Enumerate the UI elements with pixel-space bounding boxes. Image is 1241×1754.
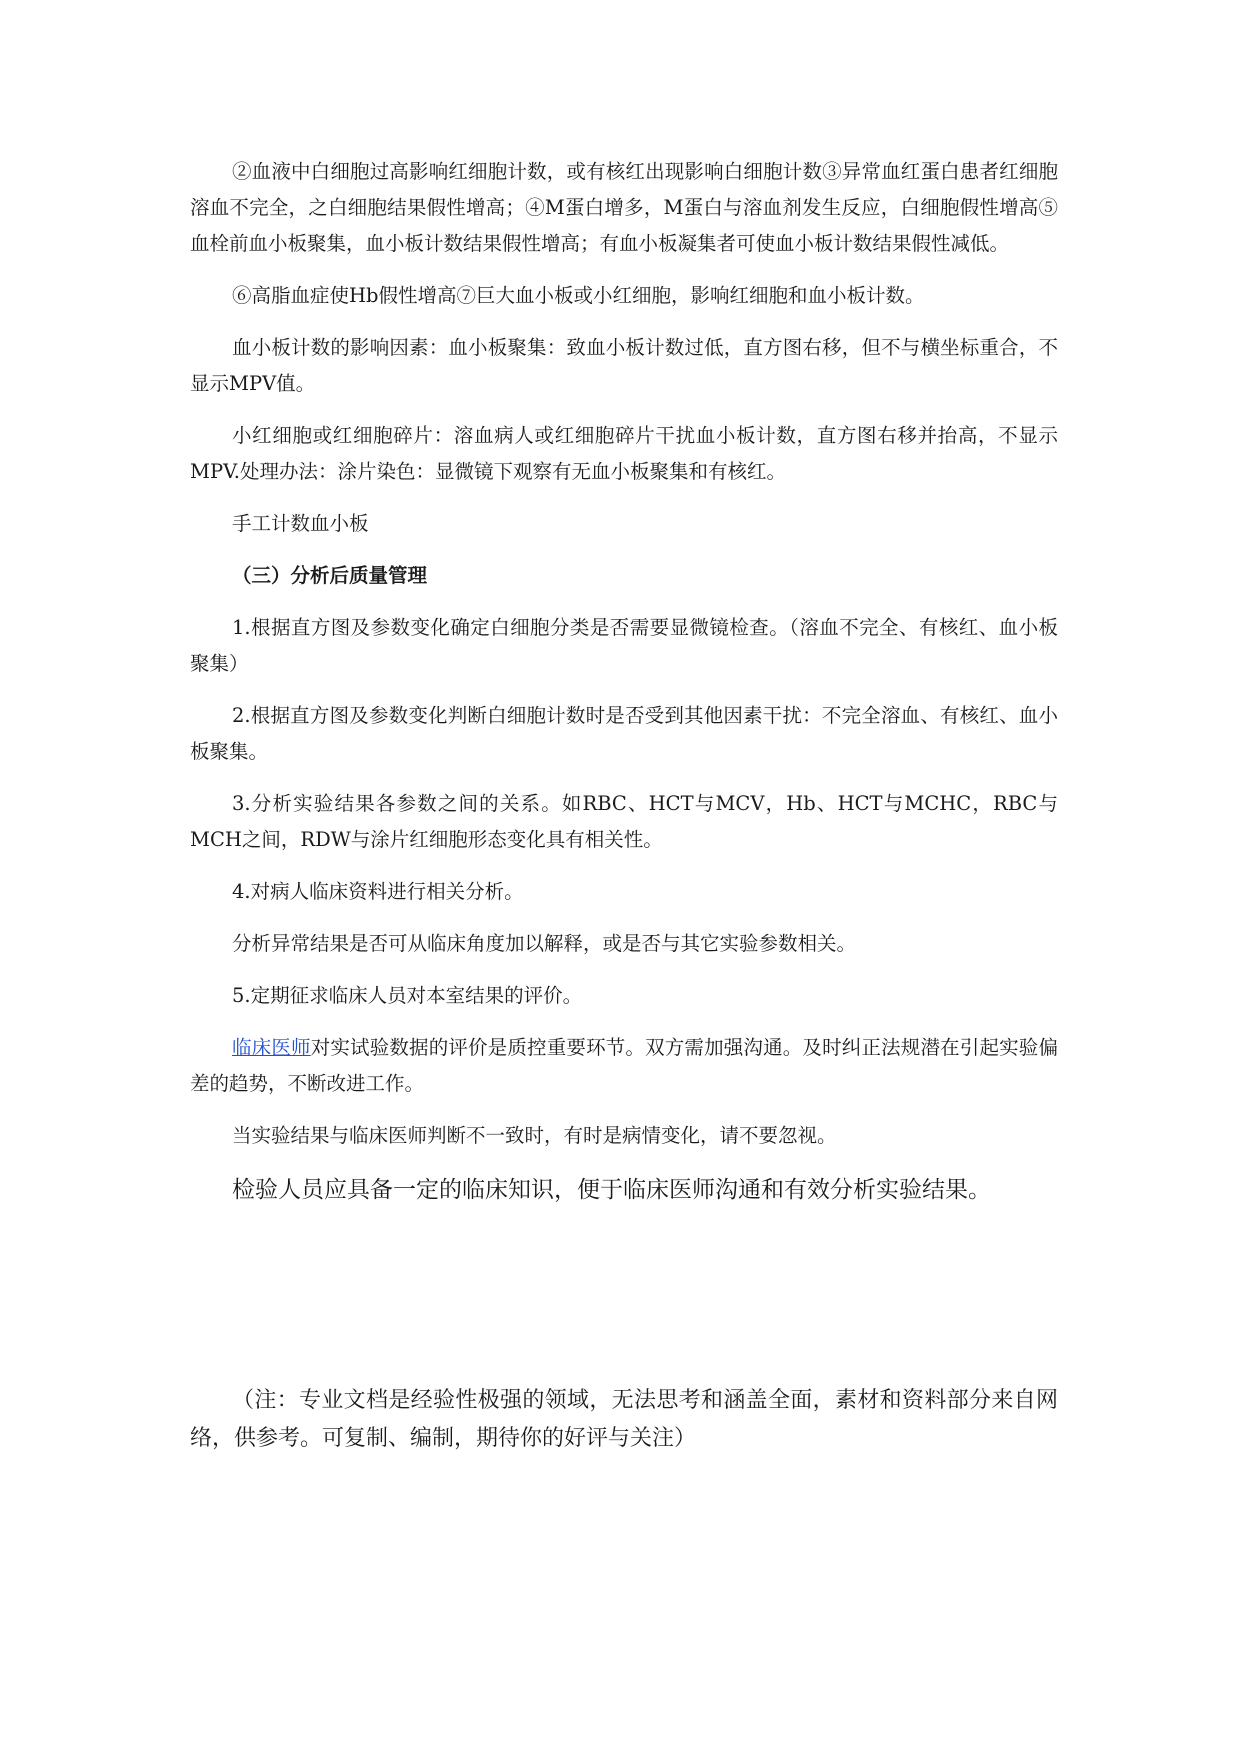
document-body	[190, 154, 1058, 1226]
paragraph-item-3: 3.分析实验结果各参数之间的关系。如RBC、HCT与MCV，Hb、HCT与MCHC，RBC与MCH之间，RDW与涂片红细胞形态变化具有相关性。	[190, 792, 1058, 851]
paragraph-clinician-evaluation	[190, 1030, 1058, 1102]
disclaimer-note: （注：专业文档是经验性极强的领域，无法思考和涵盖全面，素材和资料部分来自网络，供参考。可复制、编制，期待你的好评与关注）	[190, 1388, 1058, 1451]
paragraph-item-4: 4.对病人临床资料进行相关分析。	[232, 880, 524, 903]
paragraph-small-rbc: 小红细胞或红细胞碎片：溶血病人或红细胞碎片干扰血小板计数，直方图右移并抬高，不显示MPV.处理办法：涂片染色：显微镜下观察有无血小板聚集和有核红。	[190, 424, 1058, 483]
paragraph-clinical-knowledge: 检验人员应具备一定的临床知识，便于临床医师沟通和有效分析实验结果。	[232, 1177, 991, 1203]
paragraph-manual-count: 手工计数血小板	[232, 512, 369, 535]
clinician-evaluation-text: 对实试验数据的评价是质控重要环节。双方需加强沟通。及时纠正法规潜在引起实验偏差的趋势，不断改进工作。	[190, 1036, 1058, 1095]
paragraph-item-2: 2.根据直方图及参数变化判断白细胞计数时是否受到其他因素干扰：不完全溶血、有核红、血小板聚集。	[190, 704, 1058, 763]
paragraph-item-5: 5.定期征求临床人员对本室结果的评价。	[232, 984, 583, 1007]
paragraph-platelet-factors: 血小板计数的影响因素：血小板聚集：致血小板计数过低，直方图右移，但不与横坐标重合，不显示MPV值。	[190, 336, 1058, 395]
section-heading-post-analysis: （三）分析后质量管理	[232, 564, 428, 587]
paragraph-item-1: 1.根据直方图及参数变化确定白细胞分类是否需要显微镜检查。（溶血不完全、有核红、血小板聚集）	[190, 616, 1058, 675]
clinician-link[interactable]: 临床医师	[232, 1036, 311, 1059]
paragraph-inconsistency: 当实验结果与临床医师判断不一致时，有时是病情变化，请不要忽视。	[232, 1124, 837, 1147]
paragraph-interference-factors: ②血液中白细胞过高影响红细胞计数，或有核红出现影响白细胞计数③异常血红蛋白患者红细胞溶血不完全，之白细胞结果假性增高；④M蛋白增多，M蛋白与溶血剂发生反应，白细胞假性增高⑤血栓前血小板聚集，血小板计数结果假性增高；有血小板凝集者可使血小板计数结果假性减低。	[190, 160, 1058, 255]
paragraph-abnormal-results: 分析异常结果是否可从临床角度加以解释，或是否与其它实验参数相关。	[232, 932, 857, 955]
paragraph-hyperlipidemia: ⑥高脂血症使Hb假性增高⑦巨大血小板或小红细胞，影响红细胞和血小板计数。	[232, 284, 925, 307]
